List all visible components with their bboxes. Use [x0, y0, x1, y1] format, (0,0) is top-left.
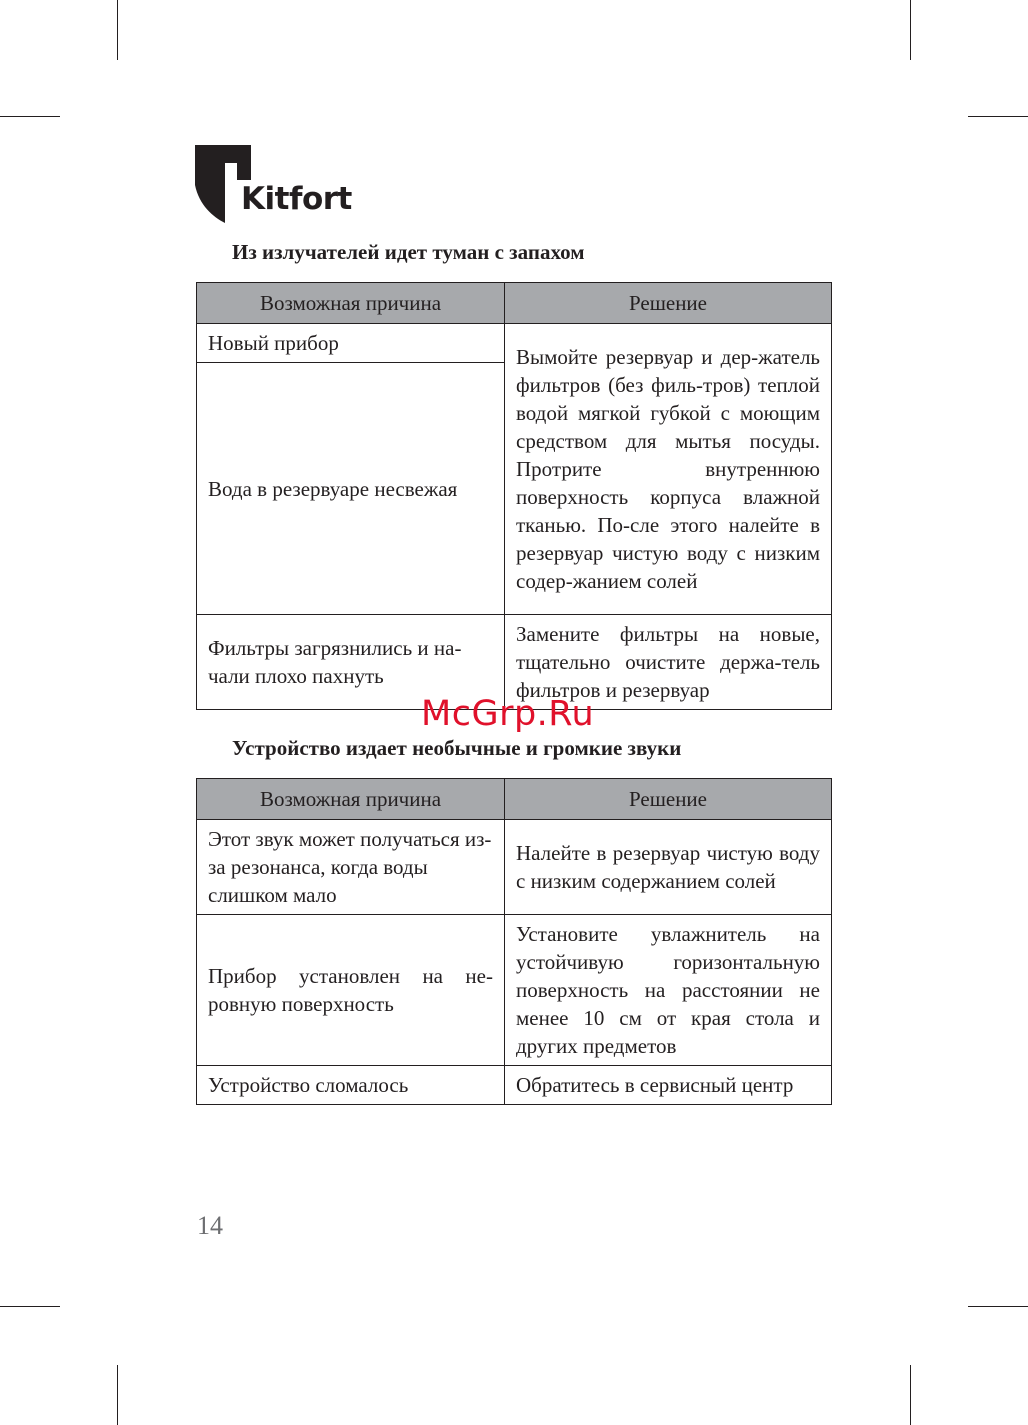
table-row	[197, 1066, 832, 1105]
column-header-solution: Решение	[505, 283, 832, 324]
crop-mark	[117, 0, 118, 60]
crop-mark	[117, 1365, 118, 1425]
watermark: McGrp.Ru	[421, 694, 595, 734]
column-header-solution: Решение	[505, 779, 832, 820]
cause-cell: Новый прибор	[197, 324, 505, 363]
crop-mark	[968, 116, 1028, 117]
crop-mark	[910, 1365, 911, 1425]
cause-cell: Прибор установлен на не-ровную поверхность	[197, 915, 505, 1066]
cause-cell: Фильтры загрязнились и на-чали плохо пахнуть	[197, 615, 505, 710]
troubleshooting-table	[196, 778, 832, 1105]
crop-mark	[0, 1306, 60, 1307]
brand-logo	[195, 145, 355, 223]
crop-mark	[0, 116, 60, 117]
troubleshooting-table	[196, 282, 832, 710]
table-row	[197, 324, 832, 363]
cause-cell: Вода в резервуаре несвежая	[197, 363, 505, 615]
table-row	[197, 915, 832, 1066]
solution-cell: Замените фильтры на новые, тщательно очистите держа-тель фильтров и резервуар	[505, 615, 832, 710]
cause-cell: Устройство сломалось	[197, 1066, 505, 1105]
table-header-row	[197, 779, 832, 820]
table-row	[197, 820, 832, 915]
cause-cell: Этот звук может получаться из-за резонанса, когда воды слишком мало	[197, 820, 505, 915]
page-number: 14	[197, 1211, 223, 1240]
section-title: Из излучателей идет туман с запахом	[232, 240, 585, 264]
solution-cell: Установите увлажнитель на устойчивую горизонтальную поверхность на расстоянии не менее 10 см от края стола и других предметов	[505, 915, 832, 1066]
section-title: Устройство издает необычные и громкие звуки	[232, 736, 682, 760]
solution-cell: Вымойте резервуар и дер-жатель фильтров (без филь-тров) теплой водой мягкой губкой с моющим средством для мытья посуды. Протрите внутреннюю поверхность корпуса влажной тканью. По-сле этого налейте в резервуар чистую воду с низким содер-жанием солей	[505, 324, 832, 615]
table-header-row	[197, 283, 832, 324]
brand-name: Kitfort	[241, 181, 352, 217]
crop-mark	[968, 1306, 1028, 1307]
crop-mark	[910, 0, 911, 60]
column-header-cause: Возможная причина	[197, 283, 505, 324]
solution-cell: Обратитесь в сервисный центр	[505, 1066, 832, 1105]
column-header-cause: Возможная причина	[197, 779, 505, 820]
solution-cell: Налейте в резервуар чистую воду с низким содержанием солей	[505, 820, 832, 915]
